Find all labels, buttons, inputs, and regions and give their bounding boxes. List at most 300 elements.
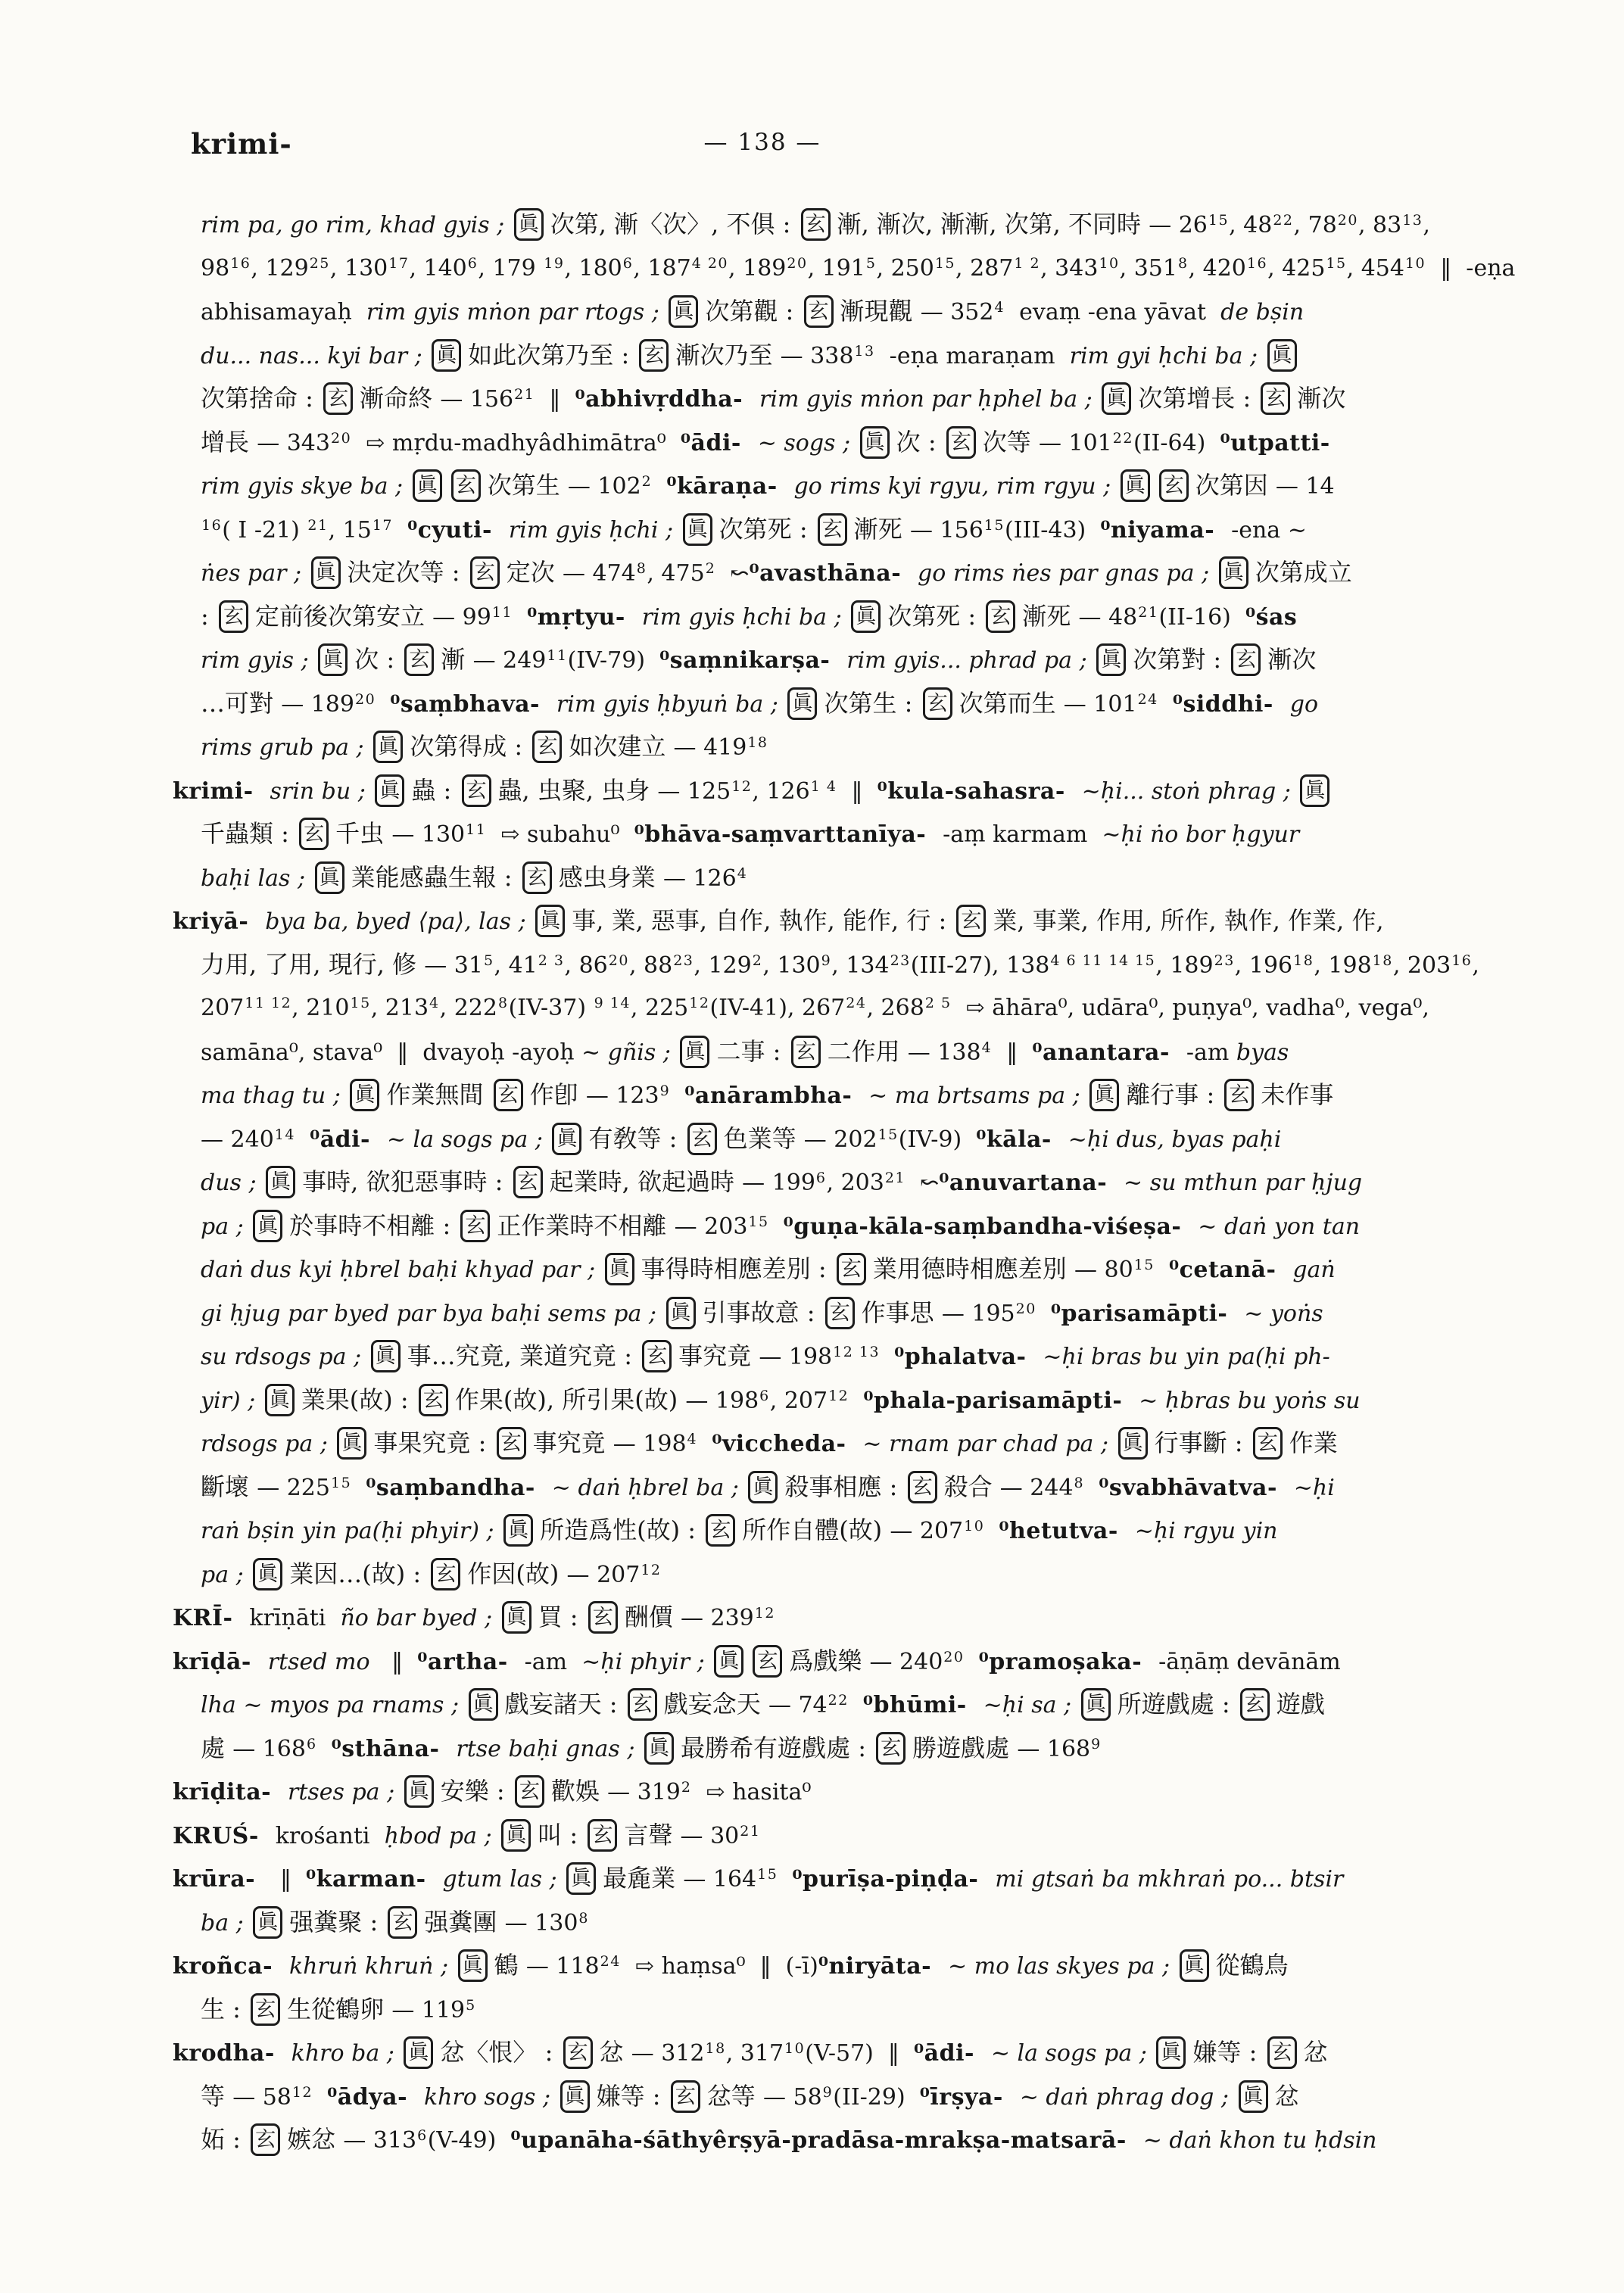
entry-line [173, 464, 1558, 508]
translator-badge: 眞 [503, 1514, 533, 1547]
chinese-gloss: 忿 [1274, 2081, 1299, 2111]
line-reference-superscript: 14 [274, 1126, 295, 1143]
translator-badge: 眞 [413, 469, 442, 502]
sanskrit-lemma: ⁰utpatti- [1220, 429, 1330, 456]
entry-line [173, 1814, 1558, 1858]
latin-text: — $164^{15}$ [683, 1866, 778, 1893]
line-reference-superscript: 21 [1138, 603, 1159, 621]
entry-line [173, 943, 1558, 987]
sanskrit-lemma: krūra- [173, 1866, 280, 1893]
line-reference-superscript: 10 [784, 2040, 806, 2057]
translator-badge: 眞 [404, 2036, 433, 2069]
chinese-gloss: 作卽 [529, 1080, 586, 1109]
latin-text: — $343^{20}$ ⇨ mṛdu-madhyâdhimātra⁰ [257, 429, 681, 456]
tibetan-transliteration: dus ; [201, 1170, 264, 1196]
line-reference-superscript: 2 [641, 473, 653, 490]
sanskrit-lemma: KRUŚ- [173, 1822, 276, 1849]
latin-text: ‖ [279, 1866, 307, 1893]
chinese-gloss: 千虫 [335, 819, 392, 848]
line-reference-superscript: 20 [787, 254, 808, 272]
tibetan-transliteration: daṅ ḥbrel ba ; [578, 1474, 747, 1501]
sanskrit-lemma: ⁰śas [1245, 603, 1298, 631]
latin-text: ~ [1139, 1387, 1165, 1414]
chinese-gloss: : [201, 601, 217, 631]
chinese-gloss: 次第得成 : [410, 732, 531, 761]
tibetan-transliteration: daṅ khon tu ḥdsin [1169, 2127, 1377, 2154]
chinese-gloss: 漸命終 [360, 384, 441, 413]
entry-line [173, 2031, 1558, 2075]
tibetan-transliteration: de bṣin [1220, 299, 1304, 326]
line-reference-superscript: 23 [890, 952, 911, 969]
chinese-gloss: 戲妄諸天 : [504, 1690, 625, 1718]
entry-line [173, 1596, 1558, 1640]
chinese-gloss: 漸現觀 [840, 297, 921, 326]
sanskrit-lemma: ⁰cyuti- [407, 516, 509, 544]
chinese-gloss: 次 : [896, 427, 944, 456]
sanskrit-lemma: ⁰karman- [306, 1866, 443, 1893]
tibetan-transliteration: pa ; [201, 1561, 251, 1588]
chinese-gloss: 色業等 [723, 1123, 804, 1153]
line-reference-superscript: 15 [1133, 1257, 1155, 1273]
sanskrit-lemma: ⁰sthāna- [331, 1735, 457, 1762]
line-reference-superscript: 6 [467, 254, 478, 272]
latin-text: ‖ [391, 1648, 418, 1675]
translator-badge: 眞 [265, 1384, 295, 1416]
chinese-gloss: 次第因 [1195, 471, 1276, 500]
sanskrit-lemma: ⁰mṛtyu- [527, 603, 642, 631]
chinese-gloss: 强糞團 [424, 1907, 505, 1936]
line-reference-superscript: 15 [934, 254, 956, 272]
chinese-gloss: 定前後次第安立 [254, 601, 433, 631]
translator-badge: 玄 [1267, 2036, 1297, 2069]
translator-badge: 玄 [404, 643, 434, 676]
translator-badge: 玄 [219, 600, 248, 633]
chinese-gloss: 所作自體(故) [742, 1516, 890, 1544]
line-reference-superscript: 11 [466, 821, 487, 838]
latin-text: — $203^{15}$ [674, 1213, 769, 1240]
line-reference-superscript: 10 [1404, 254, 1426, 272]
chinese-gloss: 作事思 [861, 1298, 942, 1327]
line-reference-superscript: 18 [705, 2040, 726, 2057]
chinese-gloss: 行事斷 : [1154, 1428, 1251, 1457]
tibetan-transliteration: yoṅs [1270, 1300, 1323, 1327]
entry-line [173, 1901, 1558, 1945]
line-reference-superscript: 20 [608, 952, 629, 969]
translator-badge: 眞 [253, 1558, 282, 1590]
chinese-gloss: 千蟲類 : [201, 819, 298, 848]
chinese-gloss: 叫 : [538, 1820, 586, 1849]
line-reference-superscript: 12 [689, 995, 710, 1011]
sanskrit-lemma: ⁰guṇa-kāla-saṃbandha-viśeṣa- [783, 1213, 1199, 1240]
line-reference-superscript: 2 [752, 952, 763, 969]
tibetan-transliteration: rim gyis... phrad pa ; [846, 647, 1095, 674]
entry-line [173, 247, 1558, 291]
translator-badge: 眞 [371, 1340, 401, 1372]
latin-text: — $207^{10}$ [890, 1518, 985, 1544]
latin-text: ~ [1198, 1213, 1224, 1240]
chinese-gloss: 業果(故) : [301, 1385, 416, 1414]
chinese-gloss: 等 [201, 2081, 233, 2111]
tibetan-transliteration: baḥi las ; [201, 865, 313, 892]
entry-line [173, 1727, 1558, 1771]
line-reference-superscript: 21 [884, 1170, 906, 1186]
latin-text: — $240^{14}$ [201, 1126, 295, 1153]
sanskrit-lemma: ⁰ādi- [680, 429, 758, 456]
latin-text: ~ [868, 1083, 895, 1109]
chinese-gloss: 決定次等 : [347, 558, 468, 587]
line-reference-superscript: 9 [822, 2083, 834, 2101]
entry-line [173, 812, 1558, 856]
entry-line [173, 899, 1558, 943]
line-reference-superscript: 5 [865, 254, 877, 272]
line-reference-superscript: 12 [731, 777, 753, 795]
chinese-gloss: 次第死 : [718, 514, 815, 544]
translator-badge: 玄 [908, 1471, 937, 1503]
latin-text: — $189^{20}$ [281, 690, 376, 718]
chinese-gloss: 作因(故) [467, 1559, 567, 1588]
chinese-gloss: 正作業時不相離 [497, 1210, 675, 1240]
line-reference-superscript: 21 [514, 386, 535, 403]
translator-badge: 眞 [514, 208, 544, 241]
latin-text: krośanti [275, 1822, 385, 1849]
chinese-gloss: 最麁業 [603, 1864, 684, 1893]
translator-badge: 眞 [1300, 774, 1329, 807]
translator-badge: 眞 [501, 1819, 531, 1852]
tibetan-transliteration: yir) ; [201, 1387, 263, 1414]
tibetan-transliteration: rtses pa ; [288, 1779, 402, 1805]
line-reference-superscript: 6 [306, 1735, 317, 1752]
chinese-gloss: 妬 : [201, 2125, 249, 2154]
tibetan-transliteration: ~ḥi dus, byas paḥi [1068, 1126, 1282, 1153]
latin-text: — $123^9$ [585, 1083, 671, 1109]
chinese-gloss: 次第對 : [1133, 645, 1230, 674]
entry-line [173, 1770, 1558, 1814]
translator-badge: 眞 [1267, 339, 1297, 372]
line-reference-superscript: 16 [1451, 952, 1473, 969]
latin-text: $98^{16}$, $129^{25}$, $130^{17}$, $140^6$, 179 $^{19}$, $180^6$, $187^{4 20}$, $189^{20}$, $191^5$, $250^{15}$, $287^{1 2}$, $343^{10}$, $351^8$, $420^{16}$, $425^{15}$, $454^{10}$ ‖ -eṇa [201, 254, 1516, 282]
sanskrit-lemma: krīḍā- [173, 1648, 268, 1675]
translator-badge: 眞 [851, 600, 881, 633]
line-reference-superscript: 18 [1293, 952, 1314, 969]
tibetan-transliteration: rim pa, go rim, khad gyis ; [201, 212, 512, 238]
line-reference-superscript: 6 [622, 254, 634, 272]
tibetan-transliteration: rim gyis ; [201, 647, 316, 674]
tibetan-transliteration: bya ba, byed ⟨pa⟩, las ; [265, 908, 534, 935]
entry-line [173, 290, 1558, 334]
chinese-gloss: 感虫身業 [558, 862, 663, 892]
translator-badge: 玄 [494, 1079, 523, 1111]
translator-badge: 眞 [683, 513, 712, 546]
sanskrit-lemma: ⁰artha- [417, 1648, 525, 1675]
translator-badge: 玄 [639, 339, 669, 372]
chinese-gloss: 忿 [599, 2038, 631, 2067]
tibetan-transliteration: gtum las ; [442, 1866, 565, 1893]
line-reference-superscript: 23 [1214, 952, 1235, 969]
sanskrit-lemma: kroñca- [173, 1953, 289, 1980]
chinese-gloss: 漸次 [1297, 384, 1346, 413]
entry-line [173, 1466, 1558, 1509]
entry-line [173, 595, 1558, 639]
latin-text: -am [524, 1648, 582, 1675]
line-reference-superscript: 16 [1246, 254, 1268, 272]
sanskrit-lemma: ⁰kāla- [976, 1126, 1068, 1153]
tibetan-transliteration: mo las skyes pa ; [974, 1953, 1177, 1980]
translator-badge: 眞 [253, 1906, 282, 1939]
line-reference-superscript: 2 5 [924, 995, 952, 1011]
line-reference-superscript: 1 4 [810, 777, 837, 795]
translator-badge: 玄 [323, 382, 353, 415]
translator-badge: 玄 [522, 861, 552, 894]
entry-line [173, 1161, 1558, 1204]
translator-badge: 玄 [251, 2123, 280, 2156]
translator-badge: 玄 [532, 731, 562, 763]
entry-line [173, 1335, 1558, 1379]
sanskrit-lemma: ⁰saṃbandha- [366, 1474, 552, 1501]
translator-badge: 玄 [837, 1253, 866, 1285]
tibetan-transliteration: ḥbod pa ; [384, 1822, 500, 1849]
line-reference-superscript: 17 [388, 254, 410, 272]
translator-badge: 眞 [1089, 1079, 1119, 1111]
chinese-gloss: 漸死 [1022, 601, 1079, 631]
tibetan-transliteration: rims grub pa ; [201, 734, 372, 761]
translator-badge: 玄 [470, 556, 500, 589]
chinese-gloss: 事果究竟 : [373, 1428, 494, 1457]
latin-text: — $319^2$ ⇨ hasita⁰ [607, 1779, 812, 1805]
entry-line [173, 1291, 1558, 1335]
translator-badge: 眞 [458, 1949, 488, 1982]
sanskrit-lemma: ⁰siddhi- [1172, 690, 1290, 718]
entry-line [173, 551, 1558, 595]
entry-line [173, 1857, 1558, 1901]
chinese-gloss: 最勝希有遊戲處 : [681, 1733, 874, 1762]
translator-badge: 眞 [748, 1471, 778, 1503]
chinese-gloss: 次第捨命 : [201, 384, 322, 413]
translator-badge: 玄 [563, 2036, 593, 2069]
tibetan-transliteration: go rims kyi rgyu, rim rgyu ; [793, 473, 1118, 500]
translator-badge: 玄 [388, 1906, 417, 1939]
chinese-gloss: 次第生 [487, 471, 568, 500]
line-reference-superscript: 6 [815, 1170, 827, 1186]
entry-line [173, 421, 1558, 465]
line-reference-superscript: 8 [636, 560, 647, 577]
chinese-gloss: 漸, 漸次, 漸漸, 次第, 不同時 [837, 210, 1149, 238]
latin-text: — $138^4$ ‖ [907, 1039, 1033, 1066]
translator-badge: 玄 [876, 1732, 906, 1765]
chinese-gloss: 於事時不相離 : [289, 1210, 459, 1240]
line-reference-superscript: 12 [641, 1561, 662, 1578]
sanskrit-lemma: ⁰ādi- [914, 2040, 991, 2067]
sanskrit-lemma: ⁰hetutva- [999, 1518, 1135, 1544]
entry-line [173, 1204, 1558, 1248]
line-reference-superscript: 9 [659, 1083, 671, 1099]
line-reference-superscript: 15 [983, 516, 1005, 534]
translator-badge: 眞 [311, 556, 341, 589]
translator-badge: 眞 [253, 1210, 282, 1242]
latin-text: — $74^{22}$ [768, 1692, 849, 1718]
tibetan-transliteration: go [1289, 690, 1319, 718]
sanskrit-lemma: ⁰bhūmi- [862, 1692, 983, 1718]
chinese-gloss: 忿等 [706, 2081, 763, 2111]
line-reference-superscript: 20 [943, 1648, 965, 1665]
latin-text: abhisamayaḥ [201, 299, 366, 326]
entry-line [173, 1073, 1558, 1117]
translator-badge: 眞 [432, 339, 461, 372]
latin-text: — $168^6$ [232, 1735, 317, 1762]
tibetan-transliteration: rim gyis ḥbyuṅ ba ; [556, 690, 786, 718]
sanskrit-lemma: ⁰ādya- [327, 2083, 424, 2111]
line-reference-superscript: 12 13 [833, 1344, 881, 1360]
translator-badge: 眞 [337, 1427, 366, 1460]
translator-badge: 玄 [923, 687, 952, 720]
chinese-gloss: 次第死 : [887, 601, 984, 631]
translator-badge: 玄 [986, 600, 1015, 633]
line-reference-superscript: 5 [466, 1996, 476, 2014]
latin-text: — $352^4$ evaṃ -ena yāvat [920, 299, 1221, 326]
translator-badge: 玄 [753, 1645, 782, 1678]
latin-text: ~ [1142, 2127, 1170, 2154]
chinese-gloss: 如次建立 [569, 732, 674, 761]
chinese-gloss: 次第, 漸〈次〉, 不俱 : [550, 210, 799, 238]
translator-badge: 玄 [628, 1688, 657, 1721]
line-reference-superscript: 10 [964, 1518, 985, 1534]
latin-text: — 14 [1275, 473, 1335, 500]
chinese-gloss: 作果(故), 所引果(故) [454, 1385, 686, 1414]
tibetan-transliteration: ḥbras bu yoṅs su [1164, 1387, 1361, 1414]
line-reference-superscript: 22 [1112, 429, 1133, 447]
sanskrit-lemma: ⁰purīṣa-piṇḍa- [792, 1866, 996, 1893]
latin-text: — $80^{15}$ [1074, 1257, 1155, 1283]
chinese-gloss: 言聲 [624, 1820, 681, 1849]
chinese-gloss: 定次 [506, 558, 563, 587]
entry-line [173, 638, 1558, 682]
latin-text: — $30^{21}$ [680, 1822, 761, 1849]
chinese-gloss: 漸死 [853, 514, 910, 544]
tibetan-transliteration: ṅes par ; [201, 560, 309, 587]
tibetan-transliteration: mi gtsaṅ ba mkhraṅ po... btsir [995, 1866, 1344, 1893]
latin-text: — $125^{12}$, $126^{1 4}$ ‖ [657, 777, 877, 805]
line-reference-superscript: 4 6 11 14 15 [1050, 952, 1156, 969]
chinese-gloss: 所遊戲處 : [1117, 1690, 1238, 1718]
translator-badge: 玄 [706, 1514, 735, 1547]
latin-text: $207^{11 12}$, $210^{15}$, $213^4$, $222^8(IV-37)$ $^{9 14}$, $225^{12}(IV-41)$, $267^{24}$, $268^{2 5}$ ⇨ āhāra⁰, udāra⁰, puṇya⁰, vadha⁰, vega⁰, [201, 995, 1429, 1021]
line-reference-superscript: 12 [828, 1387, 849, 1404]
line-reference-superscript: 13 [1402, 212, 1423, 229]
translator-badge: 眞 [566, 1862, 596, 1895]
line-reference-superscript: 18 [1372, 952, 1393, 969]
entry-line [173, 508, 1558, 552]
entry-line [173, 1509, 1558, 1553]
tibetan-transliteration: rtsed mo [267, 1648, 392, 1675]
tibetan-transliteration: ~ḥi [1293, 1474, 1335, 1501]
tibetan-transliteration: rim gyis mṅon par ḥphel ba ; [759, 386, 1100, 413]
sanskrit-lemma: ⁰saṃnikarṣa- [659, 647, 847, 674]
line-reference-superscript: 6 [759, 1387, 770, 1404]
translator-badge: 玄 [1231, 643, 1261, 676]
tibetan-transliteration: khro sogs ; [423, 2083, 558, 2111]
line-reference-superscript: 15 [748, 1213, 769, 1230]
tibetan-transliteration: daṅ dus kyi ḥbrel baḥi khyad par ; [201, 1257, 603, 1283]
latin-text: ~ [551, 1474, 578, 1501]
tibetan-transliteration: ma brtsams pa ; [894, 1083, 1088, 1109]
chinese-gloss: 生 : [201, 1994, 249, 2024]
latin-text: — $202^{15}(IV-9)$ [803, 1126, 977, 1153]
line-reference-superscript: 22 [1273, 212, 1294, 229]
chinese-gloss: 嫉忿 [287, 2125, 344, 2154]
entry-line [173, 856, 1558, 900]
sanskrit-lemma: ⁰phalatva- [894, 1344, 1043, 1370]
entry-line [173, 1944, 1558, 1988]
chinese-gloss: 事究竟 [532, 1428, 613, 1457]
latin-text: — $48^{21}(II-16)$ [1078, 603, 1245, 631]
sanskrit-lemma: ⁰īrṣya- [919, 2083, 1020, 2111]
latin-text: — $419^{18}$ [673, 734, 768, 761]
page-number: — 138 — [703, 129, 821, 156]
tibetan-transliteration: ~ḥi... stoṅ phrag ; [1081, 777, 1298, 805]
latin-text: ~ [757, 429, 784, 456]
latin-text: — $168^9$ [1017, 1735, 1102, 1762]
latin-text: -aṃ karmam [943, 821, 1102, 848]
tibetan-transliteration: ~ḥi phyir ; [581, 1648, 712, 1675]
entry-line [173, 1988, 1558, 2032]
line-reference-superscript: 4 [429, 995, 440, 1011]
line-reference-superscript: 20 [1337, 212, 1358, 229]
chinese-gloss: 業因…(故) : [289, 1559, 429, 1588]
tibetan-transliteration: daṅ phrag dog ; [1046, 2083, 1236, 2111]
translator-badge: 玄 [251, 1993, 280, 2026]
line-reference-superscript: 9 [821, 952, 832, 969]
latin-text: krīṇāti [249, 1605, 341, 1631]
chinese-gloss: 二作用 [827, 1036, 908, 1066]
latin-text: — $207^{12}$ [566, 1561, 662, 1588]
sanskrit-lemma: ⁰abhivṛddha- [575, 386, 760, 413]
translator-badge: 玄 [671, 2080, 700, 2113]
sanskrit-lemma: ⁰kula-sahasra- [877, 777, 1082, 805]
latin-text: — $156^{15}(III-43)$ [909, 516, 1101, 544]
translator-badge: 玄 [818, 513, 847, 546]
line-reference-superscript: 2 [681, 1779, 692, 1796]
entry-line [173, 1683, 1558, 1727]
chinese-gloss: 次第成立 [1255, 558, 1352, 587]
line-reference-superscript: 2 3 [538, 952, 565, 969]
sanskrit-lemma: ⁰saṃbhava- [390, 690, 556, 718]
line-reference-superscript: 24 [846, 995, 867, 1011]
latin-text: — $58^{12}$ [232, 2083, 313, 2111]
chinese-gloss: 力用, 了用, 現行, 修 [201, 949, 425, 979]
chinese-gloss: 起業時, 欲起過時 [549, 1167, 743, 1196]
chinese-gloss: 所造爲性(故) : [540, 1516, 704, 1544]
entry-line [173, 1117, 1558, 1161]
chinese-gloss: 殺合 [943, 1472, 1000, 1501]
translator-badge: 眞 [373, 731, 403, 763]
latin-text: — $99^{11}$ [432, 603, 513, 631]
chinese-gloss: 殺事相應 : [784, 1472, 906, 1501]
chinese-gloss: 嫌等 : [1192, 2038, 1265, 2067]
sanskrit-lemma: ⁰viccheda- [712, 1431, 863, 1457]
entry-line [173, 1422, 1558, 1466]
chinese-gloss: 買 : [538, 1603, 586, 1631]
chinese-gloss: 如此次第乃至 : [468, 340, 637, 369]
chinese-gloss: 未作事 [1261, 1080, 1334, 1109]
translator-badge: 眞 [375, 774, 404, 807]
line-reference-superscript: 17 [372, 516, 393, 534]
line-reference-superscript: 24 [600, 1953, 621, 1970]
entry-line [173, 1030, 1558, 1074]
chinese-gloss: 事, 業, 惡事, 自作, 執作, 能作, 行 : [572, 906, 955, 935]
latin-text: ~ [386, 1126, 413, 1153]
tibetan-transliteration: du... nas... kyi bar ; [201, 342, 430, 369]
tibetan-transliteration: srin bu ; [270, 777, 373, 805]
chinese-gloss: 次第生 : [824, 688, 921, 718]
